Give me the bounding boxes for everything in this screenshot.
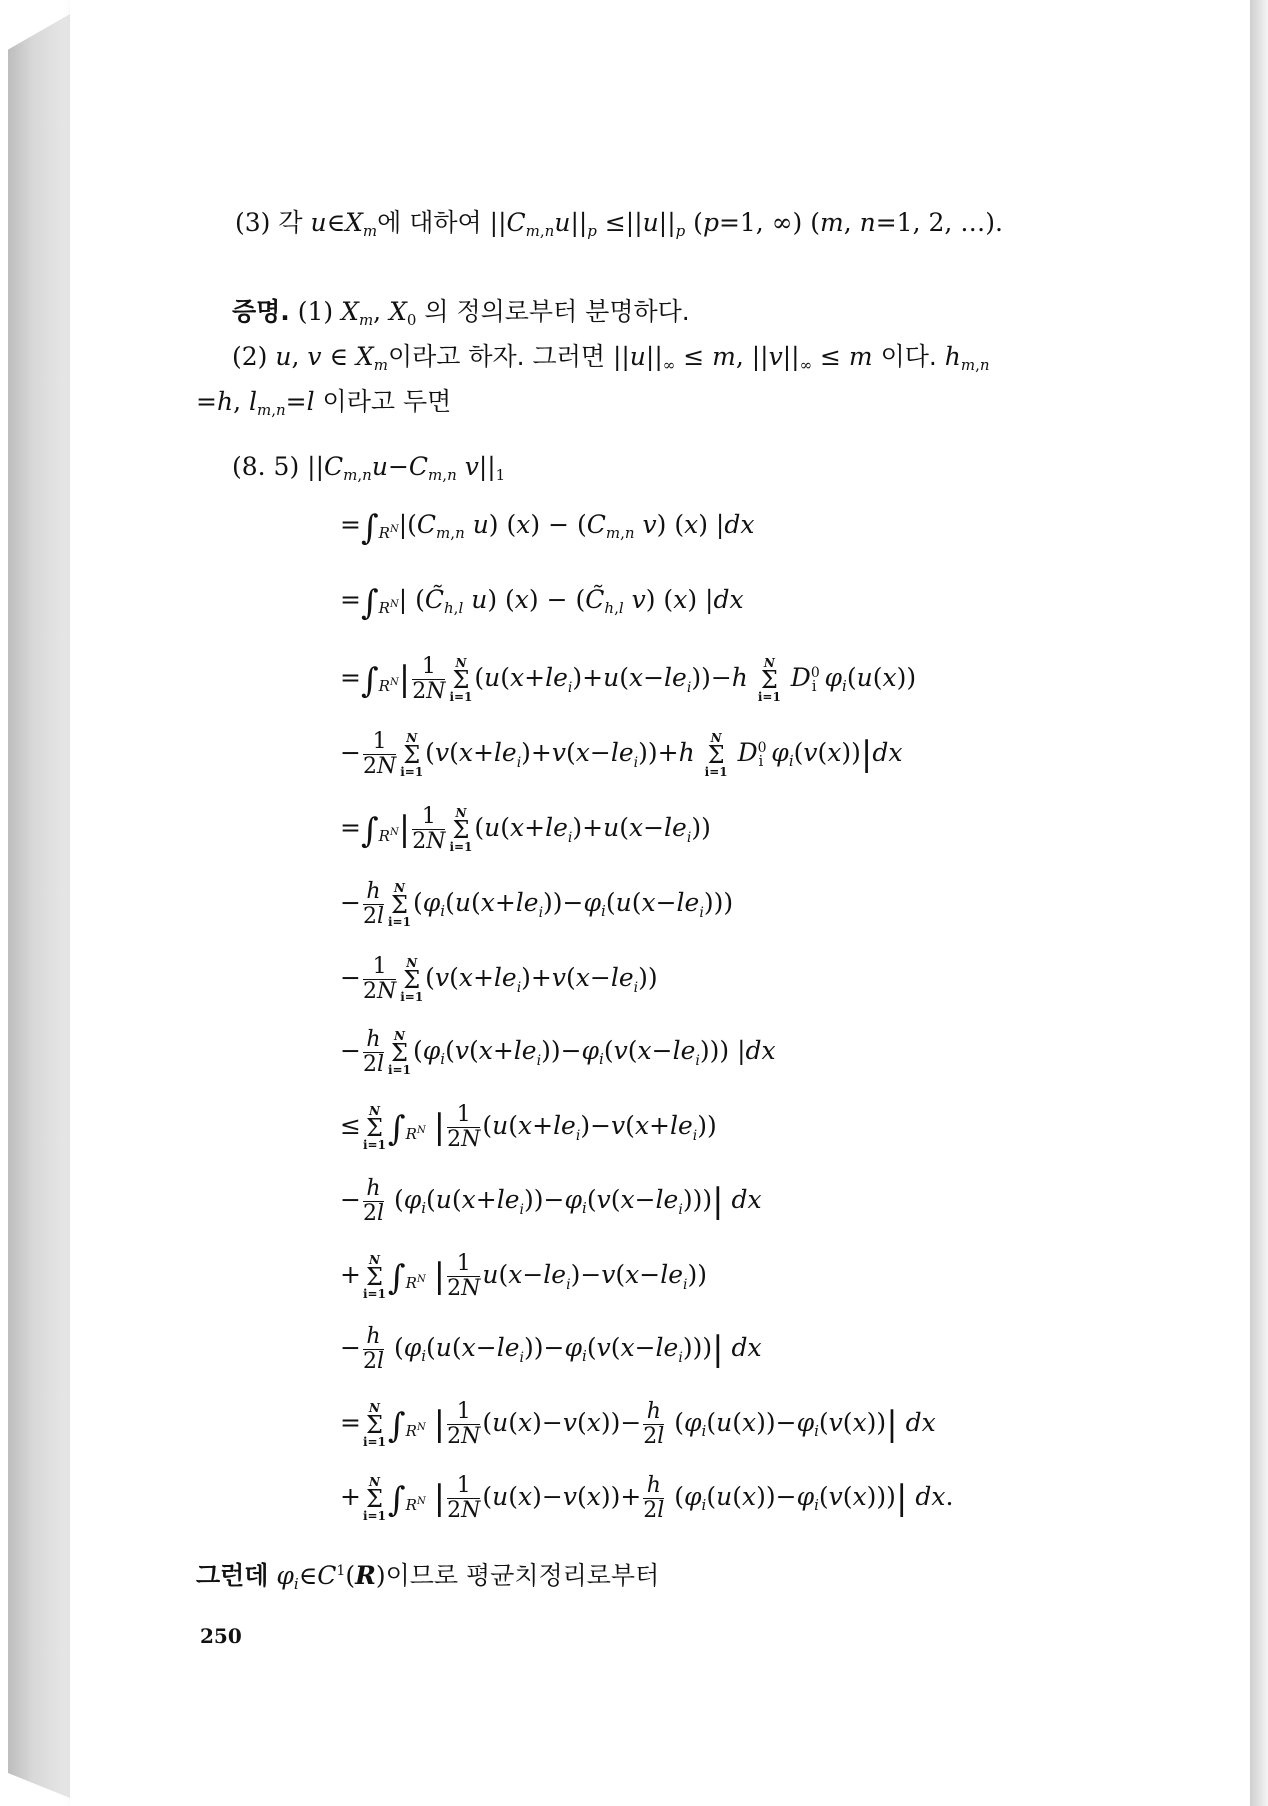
book-spine-edge	[8, 14, 70, 1798]
line-17-render: − $\frac{h}{2l}$ $(\varphi_i(u(x-le_i))-\varphi_i(v(x-le_i)))|$ dx	[340, 1324, 762, 1374]
line-12-render: − $\frac{1}{2N}$ N Σ i=1 $(v(x+le_i)+v(x-le_i))$	[340, 954, 658, 1004]
line-2-render: 증명. (1) $X_m$, $X_0$ 의 정의로부터 분명하다.	[232, 297, 690, 329]
line-5-render: (8. 5) $||C_{m,n}u-C_{m,n}$ $v||_1$	[232, 452, 506, 484]
line-16-render: + N Σ i=1 $\int_{R^N}$ | $\frac{1}{2N}$ $u(x-le_i)-v(x-le_i)$)	[340, 1251, 708, 1301]
text-line-20	[0, 0, 1, 1]
line-1-render: (3) 각 $u\in X_m$에 대하여 $||C_{m,n}u||_p \le||u||_p$ (p=1, ∞) (m, n=1, 2, …).	[235, 208, 1003, 240]
line-10-render: $=\int_{R^N}|$ $\frac{1}{2N}$ N Σ i=1 $(u(x+le_i)+u(x-le_i))$	[340, 804, 711, 854]
line-8-render: $=\int_{R^N}|$ $\frac{1}{2N}$ N Σ i=1 $(u(x+le_i)+u(x-le_i))-h$ N Σ i=1 $D^0_i$ $\varphi_i(u(x))$	[340, 654, 917, 704]
page-number: 250	[200, 1624, 242, 1648]
line-19-render: + N Σ i=1 $\int_{R^N}$ | $\frac{1}{2N}$ (u(x)−v(x))+ $\frac{h}{2l}$ $(\varphi_i(u(x))-\varphi_i(v(x)))|$ dx.	[340, 1473, 954, 1523]
line-9-render: − $\frac{1}{2N}$ N Σ i=1 $(v(x+le_i)+v(x-le_i))+h$ N Σ i=1 $D^0_i$ $\varphi_i(v(x))|dx$	[340, 729, 903, 779]
line-7-render: $=\int_{R^N}|$ ($C̃_{h,l}$ u) $(x) - (C̃_{h,l}$ v) (x) |dx	[340, 583, 744, 623]
line-3-render: (2) u, v ∈ $X_m$이라고 하자. 그러면 $||u||_\infty \le m$, $||v||_\infty \le m$ 이다. $h_{m,n}$	[232, 342, 990, 374]
line-11-render: − $\frac{h}{2l}$ N Σ i=1 $(\varphi_i(u(x+le_i))-\varphi_i(u(x-le_i)))$	[340, 879, 734, 929]
line-13-render: − $\frac{h}{2l}$ N Σ i=1 $(\varphi_i(v(x+le_i))-\varphi_i(v(x-le_i)))$ |dx	[340, 1027, 776, 1077]
page-right-edge	[1250, 0, 1268, 1806]
line-20-render: 그런데 $\varphi_i\in C^1(R)$이므로 평균치정리로부터	[196, 1561, 660, 1593]
line-14-render: ≤ N Σ i=1 $\int_{R^N}$ | $\frac{1}{2N}$ $(u(x+le_i)-v(x+le_i))$	[340, 1102, 717, 1152]
line-18-render: = N Σ i=1 $\int_{R^N}$ | $\frac{1}{2N}$ (u(x)−v(x))− $\frac{h}{2l}$ ($\varphi_i(u(x))-\varphi_i(v(x))|$ dx	[340, 1399, 936, 1449]
line-15-render: − $\frac{h}{2l}$ $(\varphi_i(u(x+le_i))-\varphi_i(v(x-le_i)))|$ dx	[340, 1176, 762, 1226]
line-6-render: $=\int_{R^N}|(C_{m,n}$ u) $(x) - (C_{m,n}$ v) (x) |dx	[340, 508, 755, 548]
line-4-render: =h, $l_{m,n}=l$ 이라고 두면	[196, 387, 452, 419]
